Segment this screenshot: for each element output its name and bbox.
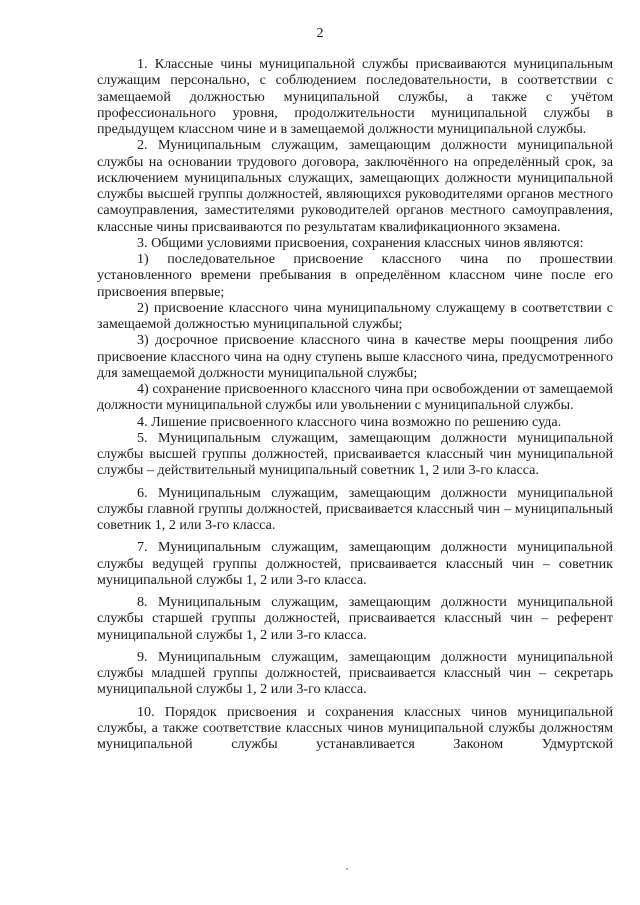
paragraph-3-item-1: 1) последовательное присвоение классного чина по прошествии установленного времени пребывания в определённом классном чине после его присвоения впервые; [97,251,613,300]
paragraph-3-item-2: 2) присвоение классного чина муниципальному служащему в соответствии с замещаемой должностью муниципальной службы; [97,299,613,332]
paragraph-7: 7. Муниципальным служащим, замещающим должности муниципальной службы ведущей группы должностей, присваивается классный чин – советник муниципальной службы 1, 2 или 3-го класса. [97,539,613,588]
paragraph-6: 6. Муниципальным служащим, замещающим должности муниципальной службы главной группы должностей, присваивается классный чин – муниципальный советник 1, 2 или 3-го класса. [97,484,613,533]
paragraph-3: 3. Общими условиями присвоения, сохранения классных чинов являются: [137,234,584,251]
scan-speck [346,868,348,870]
page-number: 2 [316,26,324,41]
paragraph-3-item-4: 4) сохранение присвоенного классного чина при освобождении от замещаемой должности муниципальной службы или увольнении с муниципальной службы. [97,381,613,414]
paragraph-2: 2. Муниципальным служащим, замещающим должности муниципальной службы на основании трудового договора, заключённого на определённый срок, за исключением муниципальных служащих, замещающих должности муниципальной службы высшей группы должностей, являющихся руководителями органов местного самоуправления, заместителями руководителей органов местного самоуправления, классные чины присваиваются по результатам квалификационного экзамена. [97,137,613,235]
paragraph-3-item-3: 3) досрочное присвоение классного чина в качестве меры поощрения либо присвоение классного чина на одну ступень выше классного чина, предусмотренного для замещаемой должности муниципальной службы; [97,332,613,381]
paragraph-5: 5. Муниципальным служащим, замещающим должности муниципальной службы высшей группы должностей, присваивается классный чин муниципальной службы – действительный муниципальный советник 1, 2 или 3-го класса. [97,429,613,479]
paragraph-1: 1. Классные чины муниципальной службы присваиваются муниципальным служащим персонально, с соблюдением последовательности, в соответствии с замещаемой должностью муниципальной службы, а также с учётом профессионального уровня, продолжительности муниципальной службы в предыдущем классном чине и в замещаемой должности муниципальной службы. [97,56,613,137]
paragraph-8: 8. Муниципальным служащим, замещающим должности муниципальной службы старшей группы должностей, присваивается классный чин – референт муниципальной службы 1, 2 или 3-го класса. [97,594,613,643]
paragraph-9: 9. Муниципальным служащим, замещающим должности муниципальной службы младшей группы должностей, присваивается классный чин – секретарь муниципальной службы 1, 2 или 3-го класса. [97,648,613,698]
paragraph-4: 4. Лишение присвоенного классного чина возможно по решению суда. [137,413,562,430]
paragraph-10: 10. Порядок присвоения и сохранения классных чинов муниципальной службы, а также соответствие классных чинов муниципальной службы должностям муниципальной службы устанавливается Законом Удмуртской [97,703,613,752]
document-body [97,56,613,752]
